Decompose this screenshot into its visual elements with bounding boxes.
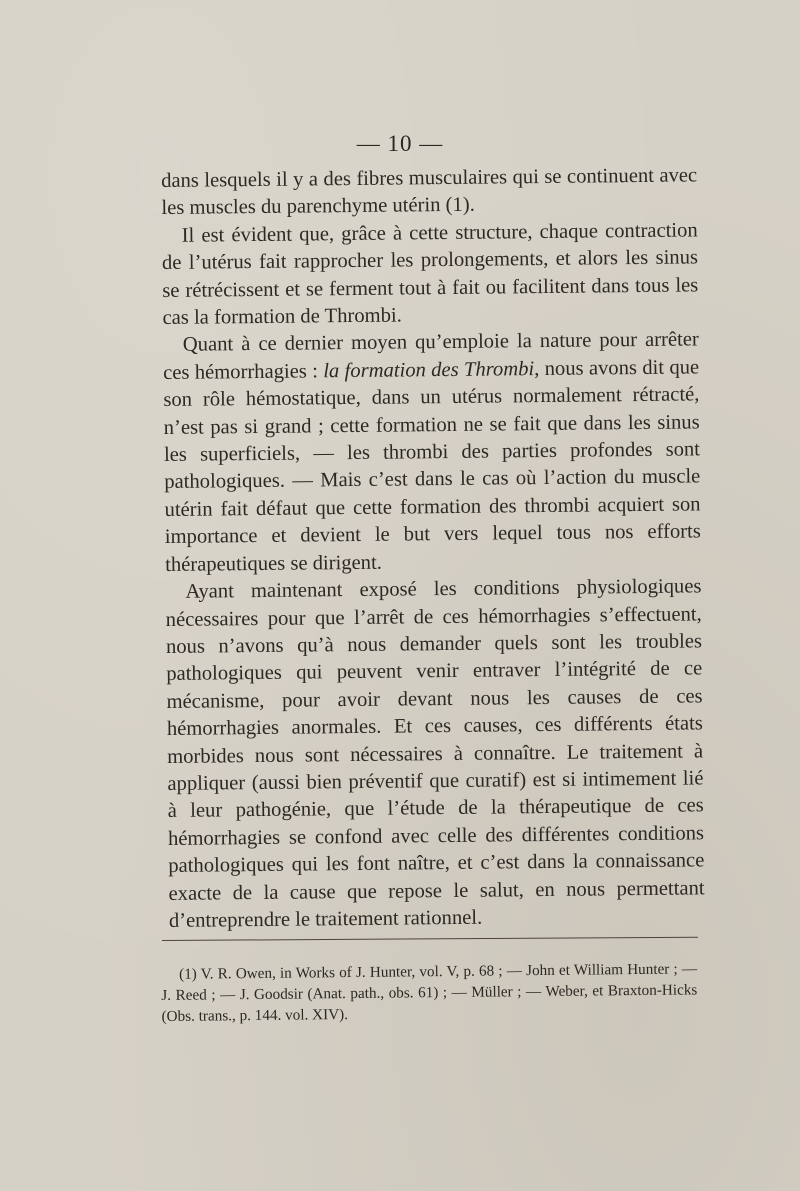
italic-phrase: la formation des Thrombi (323, 357, 535, 383)
paragraph-text: Il est évident que, grâce à cette structure, chaque contraction de l’utérus fait rapprocher les prolongements, et alors les sinus se rétrécissent et se ferment tout à fait ou facilitent dans tous les cas la formation de Thrombi. (161, 219, 699, 330)
footnote (161, 959, 698, 1027)
paragraph-text: Ayant maintenant exposé les conditions physiologiques nécessaires pour que l’arrêt de ces hémorrhagies s’effectuent, nous n’avons qu’à nous demander quels sont les troubles pathologiques qui peuvent venir entraver l’intégrité de ce mécanisme, pour avoir devant nous les causes de ces hémorrhagies anormales. Et ces causes, ces différents états morbides nous sont nécessaires à connaître. Le traitement à appliquer (aussi bien préventif que curatif) est si intimement lié à leur pathogénie, que l’étude de la thérapeutique de ces hémorrhagies se confond avec celle des différentes conditions pathologiques qui les font naître, et c’est dans la connaissance exacte de la cause que repose le salut, en nous permettant d’entreprendre le traitement rationnel. (165, 575, 705, 932)
footnote-divider (162, 937, 698, 941)
paragraph-thrombi (163, 327, 702, 579)
body-text (161, 162, 705, 935)
paragraph-structure (162, 217, 699, 332)
paragraph-conditions (165, 573, 705, 935)
paragraph-text: , nous avons dit que son rôle hémostatique, dans un utérus normalement rétracté, n’est pas si grand ; cette formation ne se fait que dans les sinus les superficiels, — les thrombi des parties profondes sont pathologiques. — Mais c’est dans le cas où l’action du muscle utérin fait défaut que cette formation des thrombi acquiert son importance et devient le but vers lequel tous nos efforts thérapeutiques se dirigent. (163, 356, 701, 576)
paragraph-text: dans lesquels il y a des fibres musculaires qui se continuent avec les muscles du parenchyme utérin (1). (161, 164, 698, 220)
paragraph-continuation (161, 162, 698, 222)
page-number: — 10 — (356, 131, 444, 156)
paragraph-text: Quant à ce dernier moyen qu’emploie la nature pour arrêter ces hémorrhagies : (163, 328, 699, 384)
footnote-text: (1) V. R. Owen, in Works of J. Hunter, vol. V, p. 68 ; — John et William Hunter ; — J. Reed ; — J. Goodsir (Anat. path., obs. 61) ; — Müller ; — Weber, et Braxton-Hicks (Obs. trans., p. 144. vol. XIV). (161, 960, 698, 1025)
